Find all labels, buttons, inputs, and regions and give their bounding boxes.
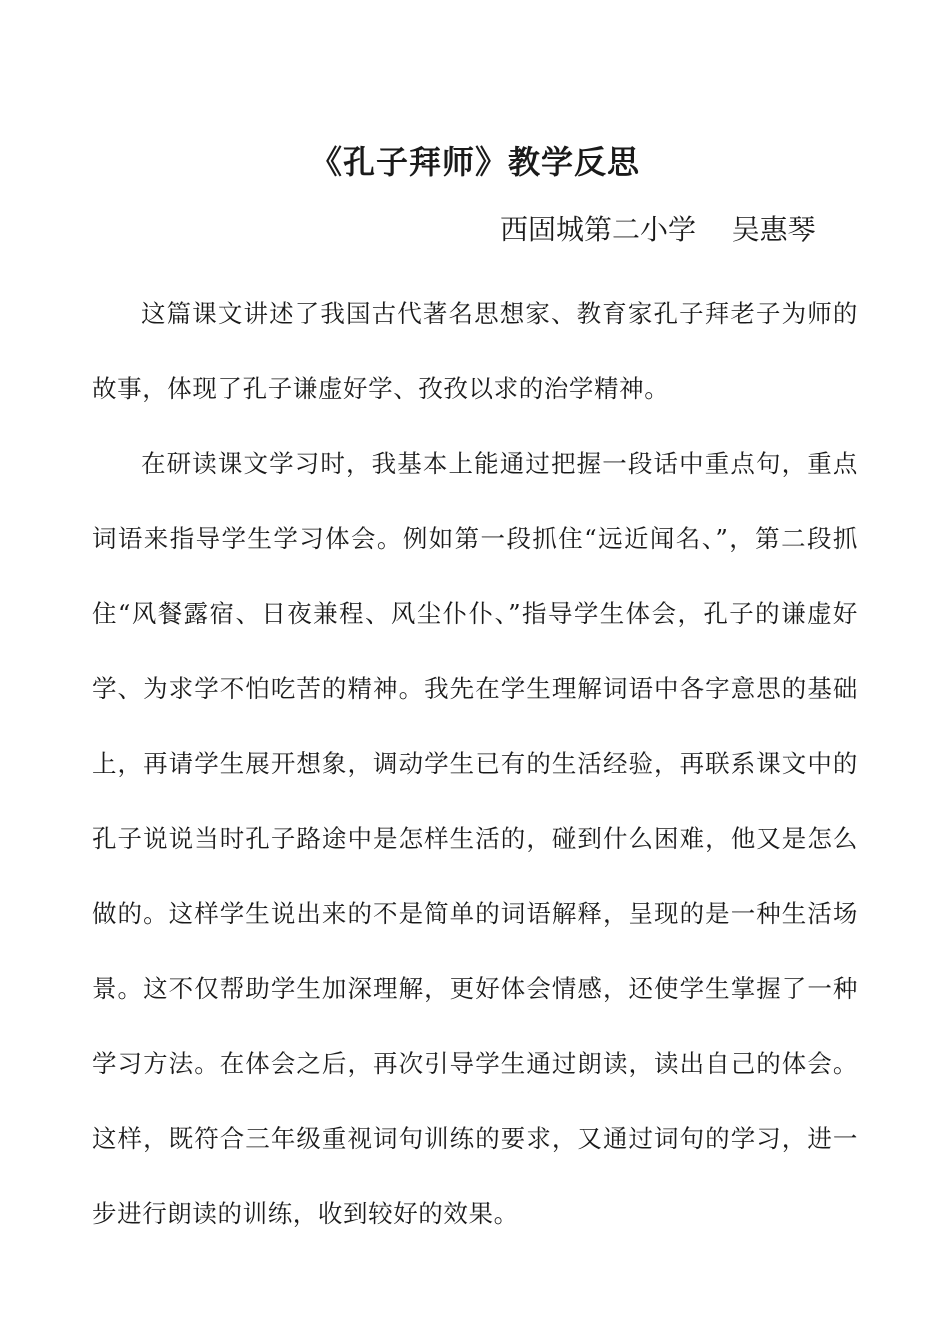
paragraph-intro: 这篇课文讲述了我国古代著名思想家、教育家孔子拜老子为师的故事，体现了孔子谦虚好学、孜孜以求的治学精神。 — [92, 299, 858, 403]
paragraph-reflection: 在研读课文学习时，我基本上能通过把握一段话中重点句，重点词语来指导学生学习体会。例如第一段抓住“远近闻名、”，第二段抓住“风餐露宿、日夜兼程、风尘仆仆、”指导学生体会，孔子的谦虚好学、为求学不怕吃苦的精神。我先在学生理解词语中各字意思的基础上，再请学生展开想象，调动学生已有的生活经验，再联系课文中的孔子说说当时孔子路途中是怎样生活的，碰到什么困难，他又是怎么做的。这样学生说出来的不是简单的词语解释，呈现的是一种生活场景。这不仅帮助学生加深理解，更好体会情感，还使学生掌握了一种学习方法。在体会之后，再次引导学生通过朗读，读出自己的体会。这样，既符合三年级重视词句训练的要求，又通过词句的学习，进一步进行朗读的训练，收到较好的效果。 — [92, 449, 858, 1228]
author-byline: 西固城第二小学 吴惠琴 — [500, 213, 816, 246]
document-title: 《孔子拜师》教学反思 — [309, 143, 640, 181]
document-body — [92, 276, 858, 1251]
